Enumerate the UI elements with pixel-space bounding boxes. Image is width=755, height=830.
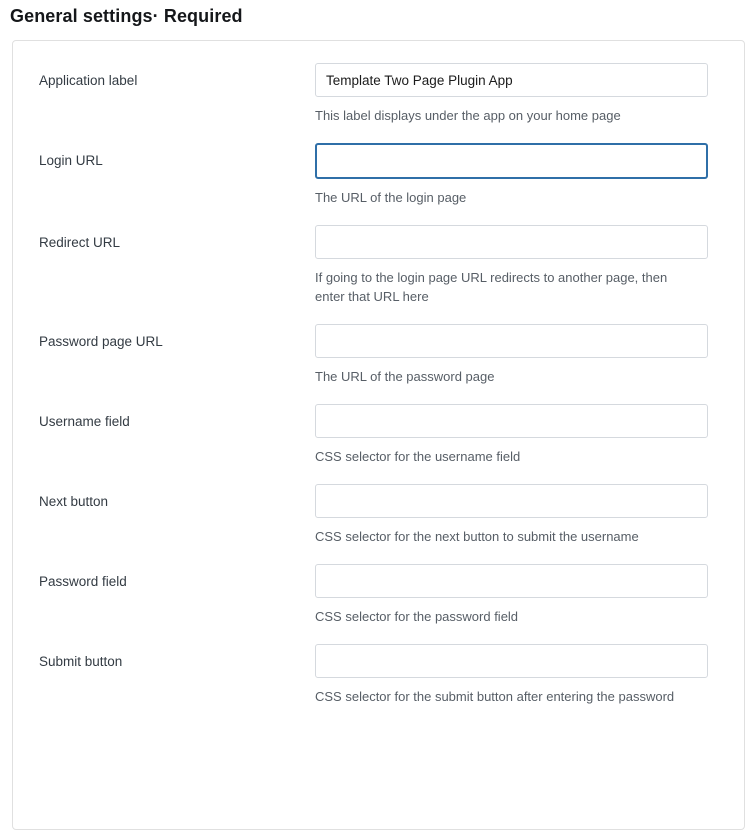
- field-help-next-button: CSS selector for the next button to submit the username: [315, 529, 639, 544]
- field-control: [315, 143, 708, 207]
- login-url-input[interactable]: [315, 143, 708, 179]
- password-field-input[interactable]: [315, 564, 708, 598]
- field-row: [13, 143, 744, 207]
- field-help-password-field: CSS selector for the password field: [315, 609, 519, 624]
- field-label-password-page-url: Password page URL: [39, 334, 163, 349]
- field-control: [315, 564, 708, 626]
- field-control: [315, 404, 708, 466]
- field-control: [315, 225, 708, 306]
- field-label-username-field: Username field: [39, 414, 130, 429]
- application-label-input[interactable]: [315, 63, 708, 97]
- redirect-url-input[interactable]: [315, 225, 708, 259]
- submit-button-input[interactable]: [315, 644, 708, 678]
- field-label-login-url: Login URL: [39, 153, 103, 168]
- general-settings-panel: [12, 40, 745, 830]
- field-row: [13, 63, 744, 125]
- field-help-application-label: This label displays under the app on your home page: [315, 108, 621, 123]
- field-row: [13, 225, 744, 306]
- field-control: [315, 63, 708, 125]
- field-label-application-label: Application label: [39, 73, 138, 88]
- field-control: [315, 484, 708, 546]
- field-label-submit-button: Submit button: [39, 654, 123, 669]
- page-title: General settings· Required: [10, 6, 243, 26]
- field-help-redirect-url: If going to the login page URL redirects to another page, then enter that URL here: [315, 270, 668, 304]
- field-help-login-url: The URL of the login page: [315, 190, 467, 205]
- field-control: [315, 324, 708, 386]
- field-help-submit-button: CSS selector for the submit button after entering the password: [315, 689, 675, 704]
- settings-page: [0, 4, 755, 828]
- field-row: [13, 644, 744, 706]
- field-row: [13, 564, 744, 626]
- field-help-username-field: CSS selector for the username field: [315, 449, 521, 464]
- field-label-password-field: Password field: [39, 574, 127, 589]
- field-label-next-button: Next button: [39, 494, 109, 509]
- field-row: [13, 324, 744, 386]
- field-row: [13, 404, 744, 466]
- field-label-redirect-url: Redirect URL: [39, 235, 121, 250]
- field-control: [315, 644, 708, 706]
- field-row: [13, 484, 744, 546]
- password-page-url-input[interactable]: [315, 324, 708, 358]
- settings-form: [13, 63, 744, 706]
- next-button-input[interactable]: [315, 484, 708, 518]
- username-field-input[interactable]: [315, 404, 708, 438]
- field-help-password-page-url: The URL of the password page: [315, 369, 495, 384]
